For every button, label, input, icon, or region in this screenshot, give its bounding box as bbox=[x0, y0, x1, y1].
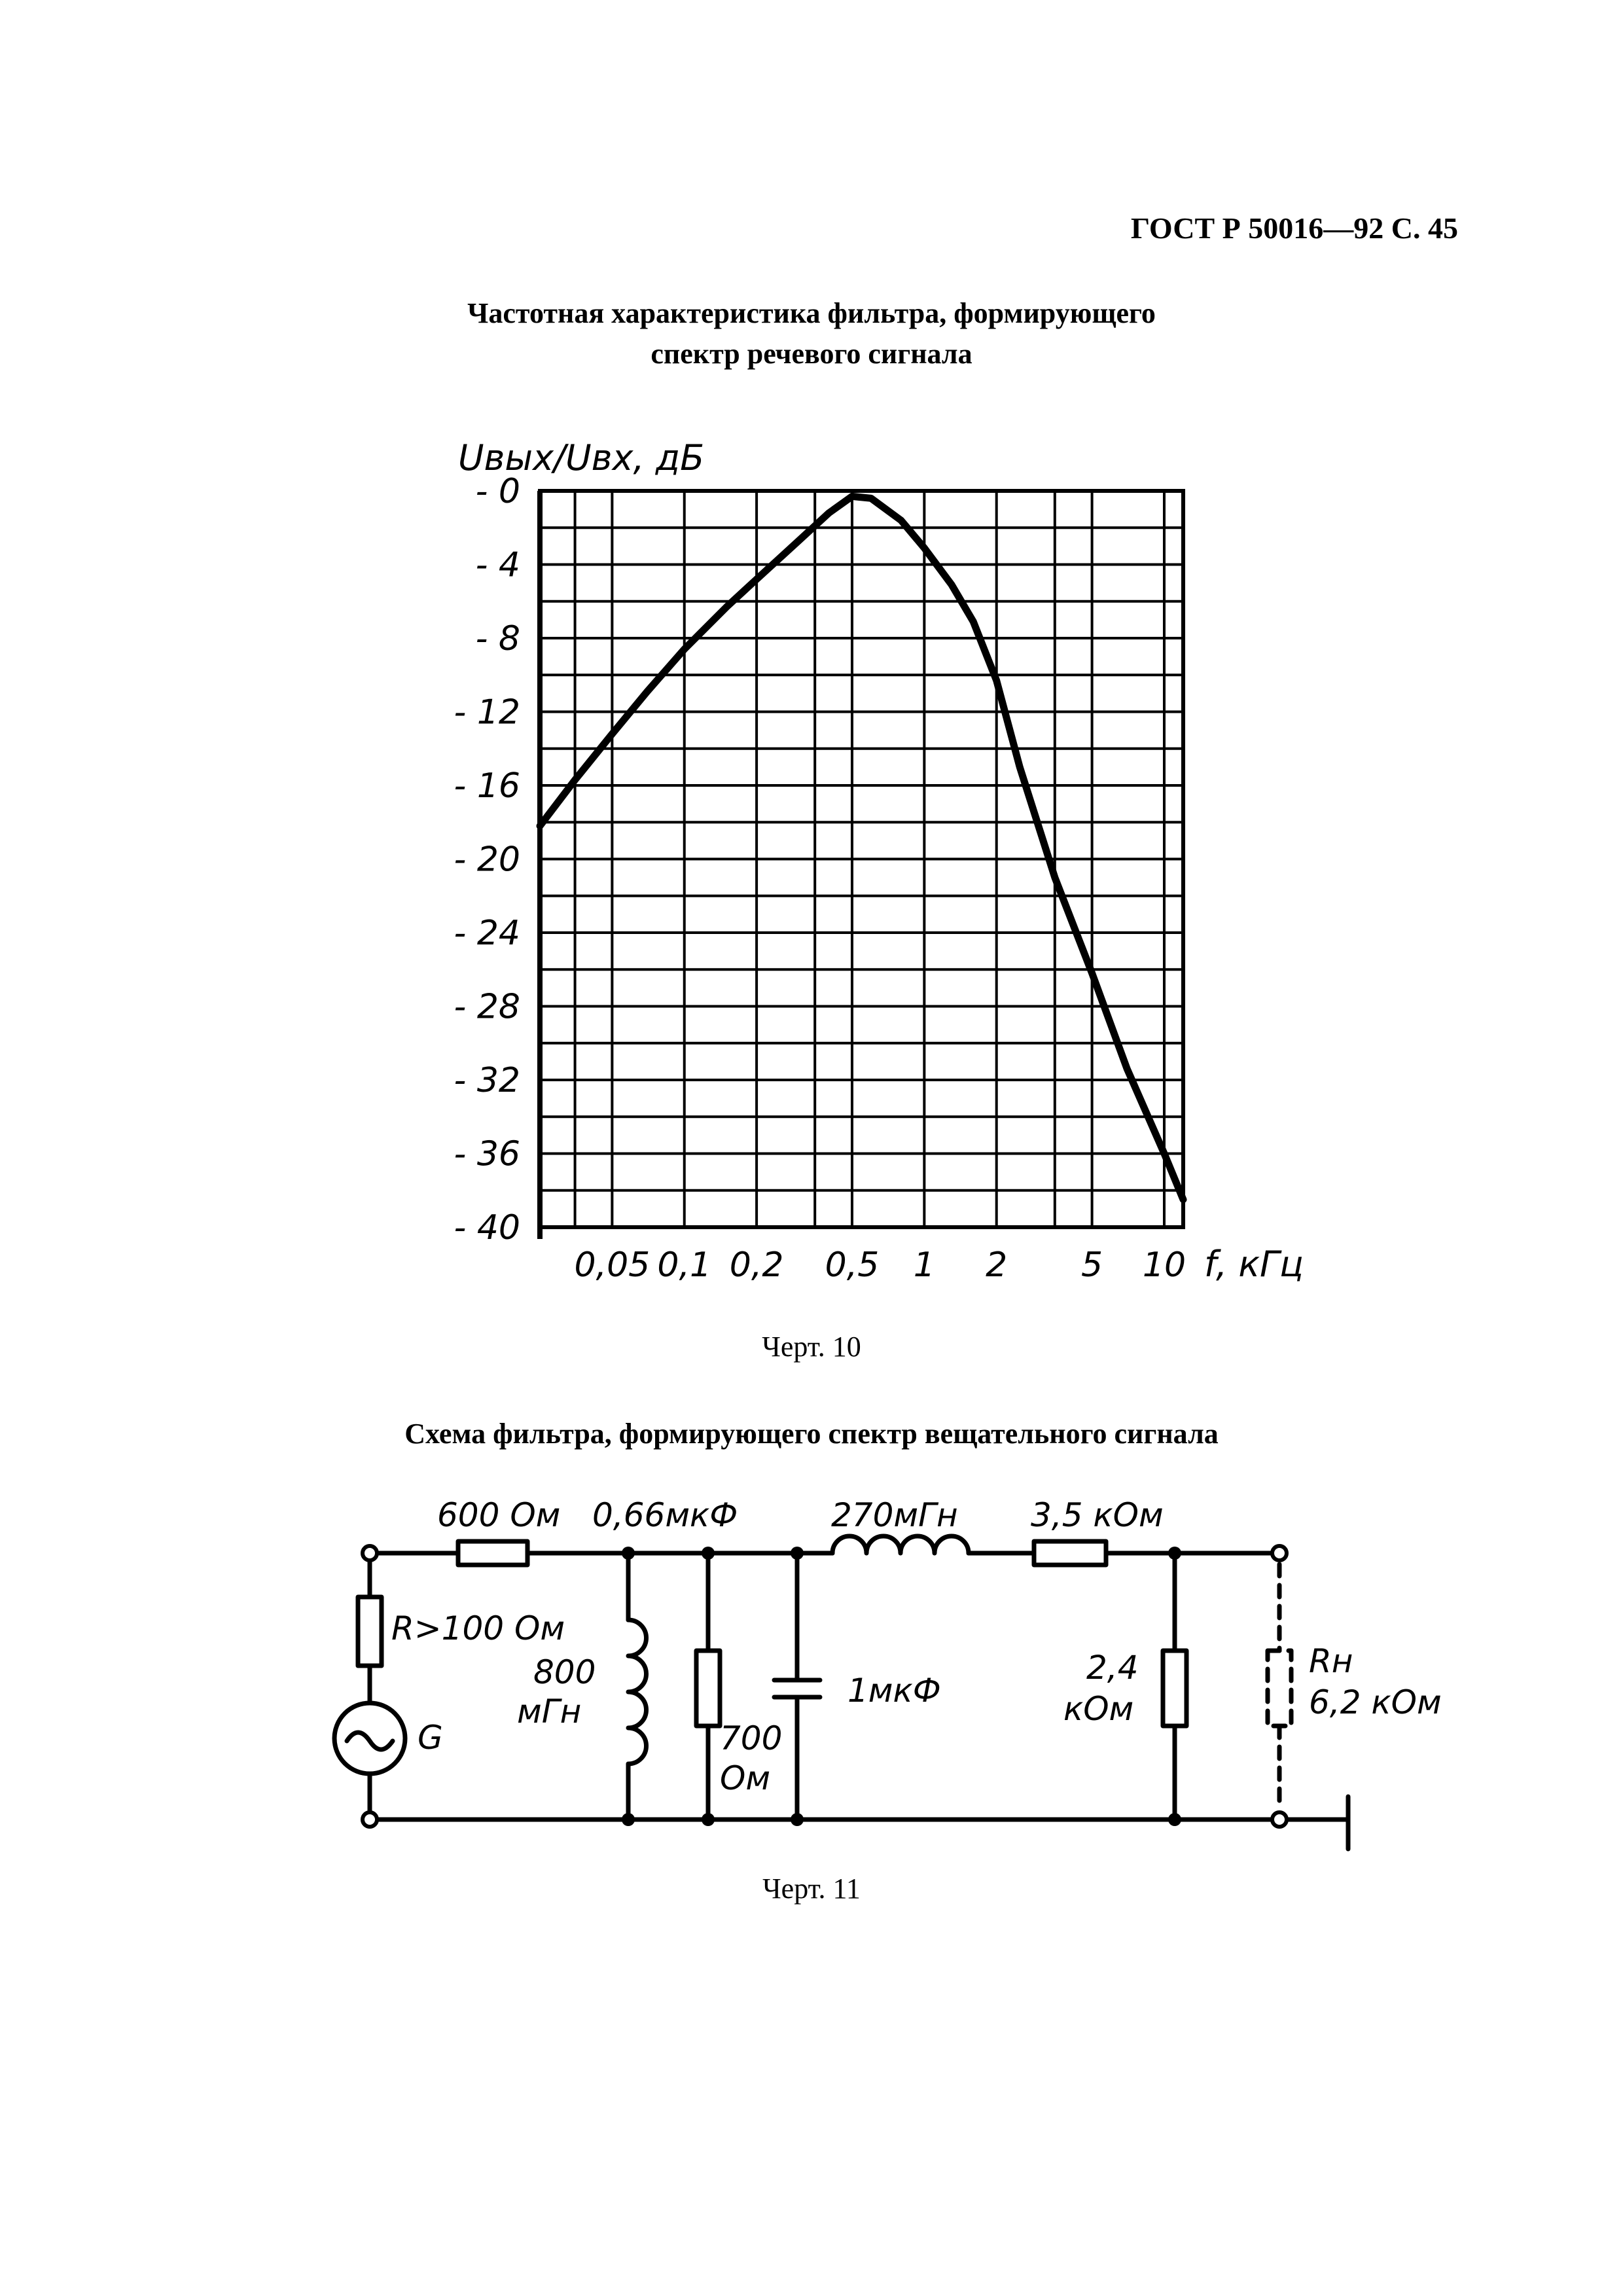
load-resistor bbox=[1268, 1651, 1291, 1726]
chart-y-tick-label: - 36 bbox=[454, 1134, 520, 1174]
junction-dot bbox=[1168, 1547, 1181, 1560]
chart-y-tick-label: - 8 bbox=[475, 619, 520, 658]
junction-dot bbox=[702, 1813, 715, 1826]
chart-x-tick-label: 0,5 bbox=[825, 1246, 880, 1285]
chart-x-tick-label: 0,2 bbox=[729, 1246, 784, 1285]
series-inductor-270-mh bbox=[832, 1536, 969, 1553]
chart-y-tick-label: - 16 bbox=[454, 766, 520, 806]
series-resistor-600-ohm bbox=[458, 1541, 527, 1565]
terminals bbox=[363, 1546, 1287, 1827]
junction-dot bbox=[622, 1547, 635, 1560]
shunt-resistor-2-4-kohm bbox=[1163, 1651, 1186, 1726]
label-shunt-resistor-value: 700 bbox=[720, 1719, 783, 1757]
label-shunt-resistor-unit: Ом bbox=[720, 1759, 771, 1797]
label-series-capacitor: 0,66мкФ bbox=[592, 1496, 738, 1534]
chart-y-tick-label: - 32 bbox=[454, 1061, 520, 1100]
junction-dot bbox=[622, 1813, 635, 1826]
shunt-capacitor-1-uf bbox=[774, 1680, 820, 1697]
label-load-value: 6,2 кОм bbox=[1309, 1683, 1442, 1721]
shunt-resistor-700-ohm bbox=[696, 1651, 720, 1726]
terminal-left-bottom bbox=[363, 1812, 377, 1827]
label-shunt-resistor-2-4-value: 2,4 bbox=[1086, 1649, 1139, 1687]
junction-dot bbox=[702, 1547, 715, 1560]
circuit-caption: Черт. 11 bbox=[762, 1873, 861, 1905]
label-source-resistor: R>100 Ом bbox=[391, 1609, 565, 1647]
label-shunt-inductor-unit: мГн bbox=[517, 1693, 582, 1731]
terminal-right-bottom bbox=[1272, 1812, 1287, 1827]
chart-x-tick-label: 0,05 bbox=[574, 1246, 651, 1285]
chart-caption: Черт. 10 bbox=[762, 1331, 861, 1363]
chart-y-tick-label: - 40 bbox=[454, 1208, 520, 1247]
chart-x-tick-label: 10 bbox=[1142, 1246, 1186, 1285]
label-series-inductor: 270мГн bbox=[831, 1496, 958, 1534]
chart-y-tick-label: - 12 bbox=[454, 692, 520, 732]
chart-y-tick-label: - 4 bbox=[475, 545, 520, 585]
label-shunt-capacitor: 1мкФ bbox=[847, 1672, 941, 1710]
junction-dot bbox=[791, 1813, 804, 1826]
label-series-resistor-3-5: 3,5 кОм bbox=[1031, 1496, 1164, 1534]
chart-x-tick-label: 0,1 bbox=[657, 1246, 712, 1285]
chart-x-tick-label: 5 bbox=[1081, 1246, 1103, 1285]
junction-dot bbox=[791, 1547, 804, 1560]
shunt-inductor-800-mh bbox=[628, 1620, 647, 1764]
junction-dot bbox=[1168, 1813, 1181, 1826]
page-reference: ГОСТ Р 50016—92 С. 45 bbox=[1130, 211, 1458, 245]
label-load-name: Rн bbox=[1309, 1642, 1353, 1680]
chart-y-tick-label: - 24 bbox=[454, 914, 520, 953]
terminal-right-top bbox=[1272, 1546, 1287, 1560]
circuit-title: Схема фильтра, формирующего спектр вещательного сигнала bbox=[404, 1418, 1219, 1450]
chart-y-tick-label: - 0 bbox=[475, 472, 520, 511]
chart-title-line-1: Частотная характеристика фильтра, формирующего bbox=[467, 297, 1156, 329]
label-generator: G bbox=[418, 1719, 443, 1757]
chart-y-tick-label: - 28 bbox=[454, 987, 520, 1027]
label-shunt-resistor-2-4-unit: кОм bbox=[1063, 1690, 1134, 1728]
chart-y-axis-label: Uвых/Uвх, дБ bbox=[458, 437, 705, 478]
chart-x-tick-label: 2 bbox=[986, 1246, 1008, 1285]
label-series-resistor-600: 600 Ом bbox=[437, 1496, 561, 1534]
label-shunt-inductor-value: 800 bbox=[533, 1653, 596, 1691]
chart-x-axis-label: f, кГц bbox=[1204, 1244, 1304, 1285]
terminal-left-top bbox=[363, 1546, 377, 1560]
source-resistor bbox=[358, 1597, 382, 1666]
chart-x-tick-label: 1 bbox=[913, 1246, 935, 1285]
generator-wave-icon bbox=[347, 1732, 393, 1749]
chart-title-line-2: спектр речевого сигнала bbox=[651, 338, 972, 370]
series-resistor-3-5-kohm bbox=[1034, 1541, 1106, 1565]
chart-y-tick-label: - 20 bbox=[454, 840, 520, 880]
